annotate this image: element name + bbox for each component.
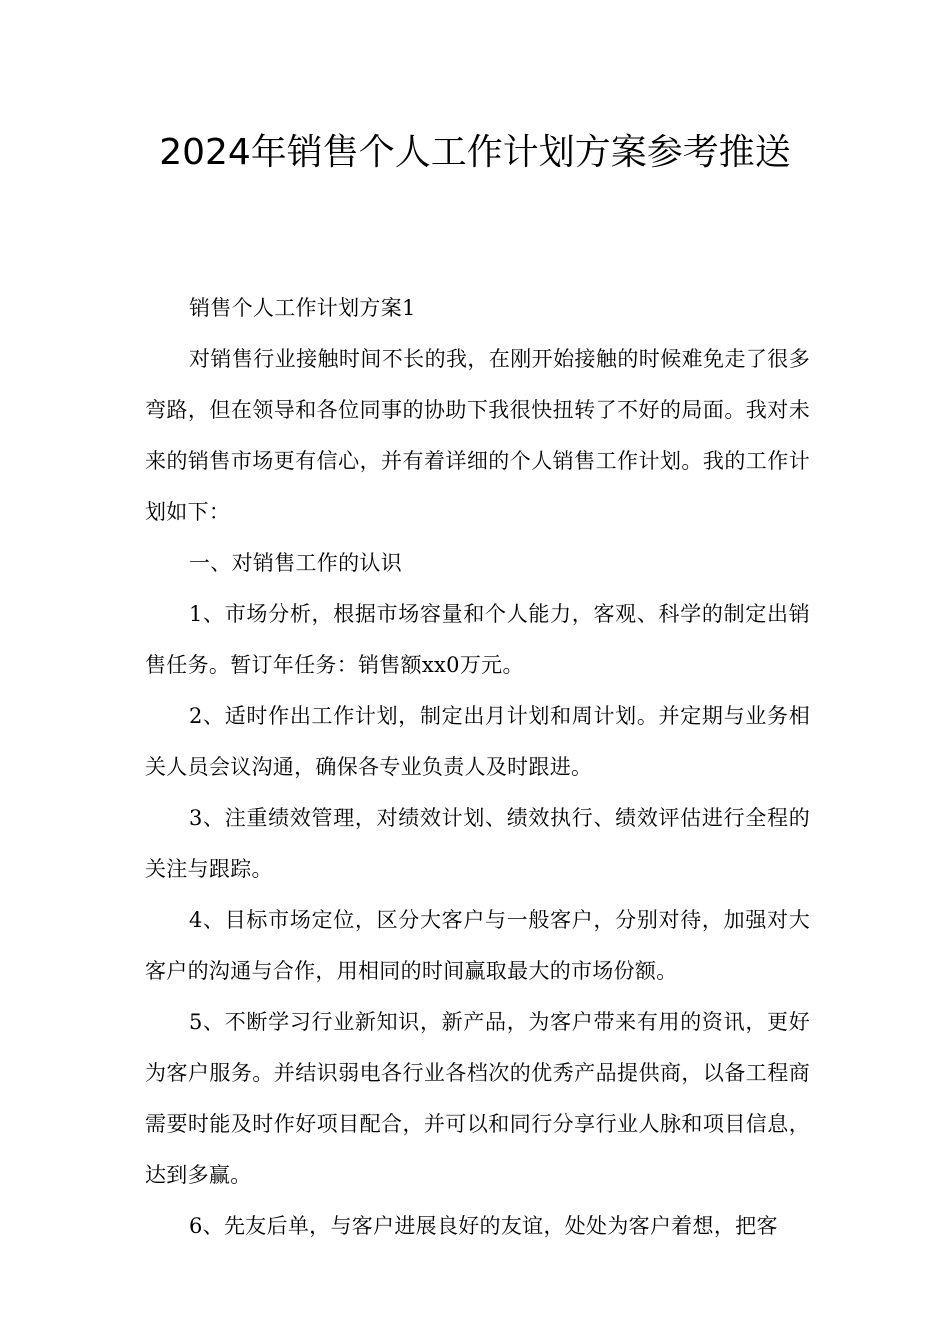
subsection-heading: 一、对销售工作的认识 (189, 551, 402, 575)
intro-paragraph: 对销售行业接触时间不长的我，在刚开始接触的时候难免走了很多弯路，但在领导和各位同事的协助下我很快扭转了不好的局面。我对未来的销售市场更有信心，并有着详细的个人销售工作计划。我的工作计划如下： (145, 347, 810, 524)
section-heading: 销售个人工作计划方案1 (189, 296, 416, 320)
list-item-4: 4、目标市场定位，区分大客户与一般客户，分别对待，加强对大客户的沟通与合作，用相同的时间赢取最大的市场份额。 (145, 908, 810, 983)
list-item-3: 3、注重绩效管理，对绩效计划、绩效执行、绩效评估进行全程的关注与跟踪。 (145, 806, 810, 881)
list-item-5: 5、不断学习行业新知识，新产品，为客户带来有用的资讯，更好为客户服务。并结识弱电各行业各档次的优秀产品提供商，以备工程商需要时能及时作好项目配合，并可以和同行分享行业人脉和项目信息，达到多赢。 (145, 1010, 810, 1187)
list-item-6: 6、先友后单，与客户进展良好的友谊，处处为客户着想，把客 (189, 1214, 778, 1238)
document-title: 2024年销售个人工作计划方案参考推送 (159, 132, 791, 173)
list-item-2: 2、适时作出工作计划，制定出月计划和周计划。并定期与业务相关人员会议沟通，确保各专业负责人及时跟进。 (145, 704, 810, 779)
document-body (145, 283, 810, 1252)
list-item-1: 1、市场分析，根据市场容量和个人能力，客观、科学的制定出销售任务。暂订年任务：销售额xx0万元。 (145, 602, 810, 677)
